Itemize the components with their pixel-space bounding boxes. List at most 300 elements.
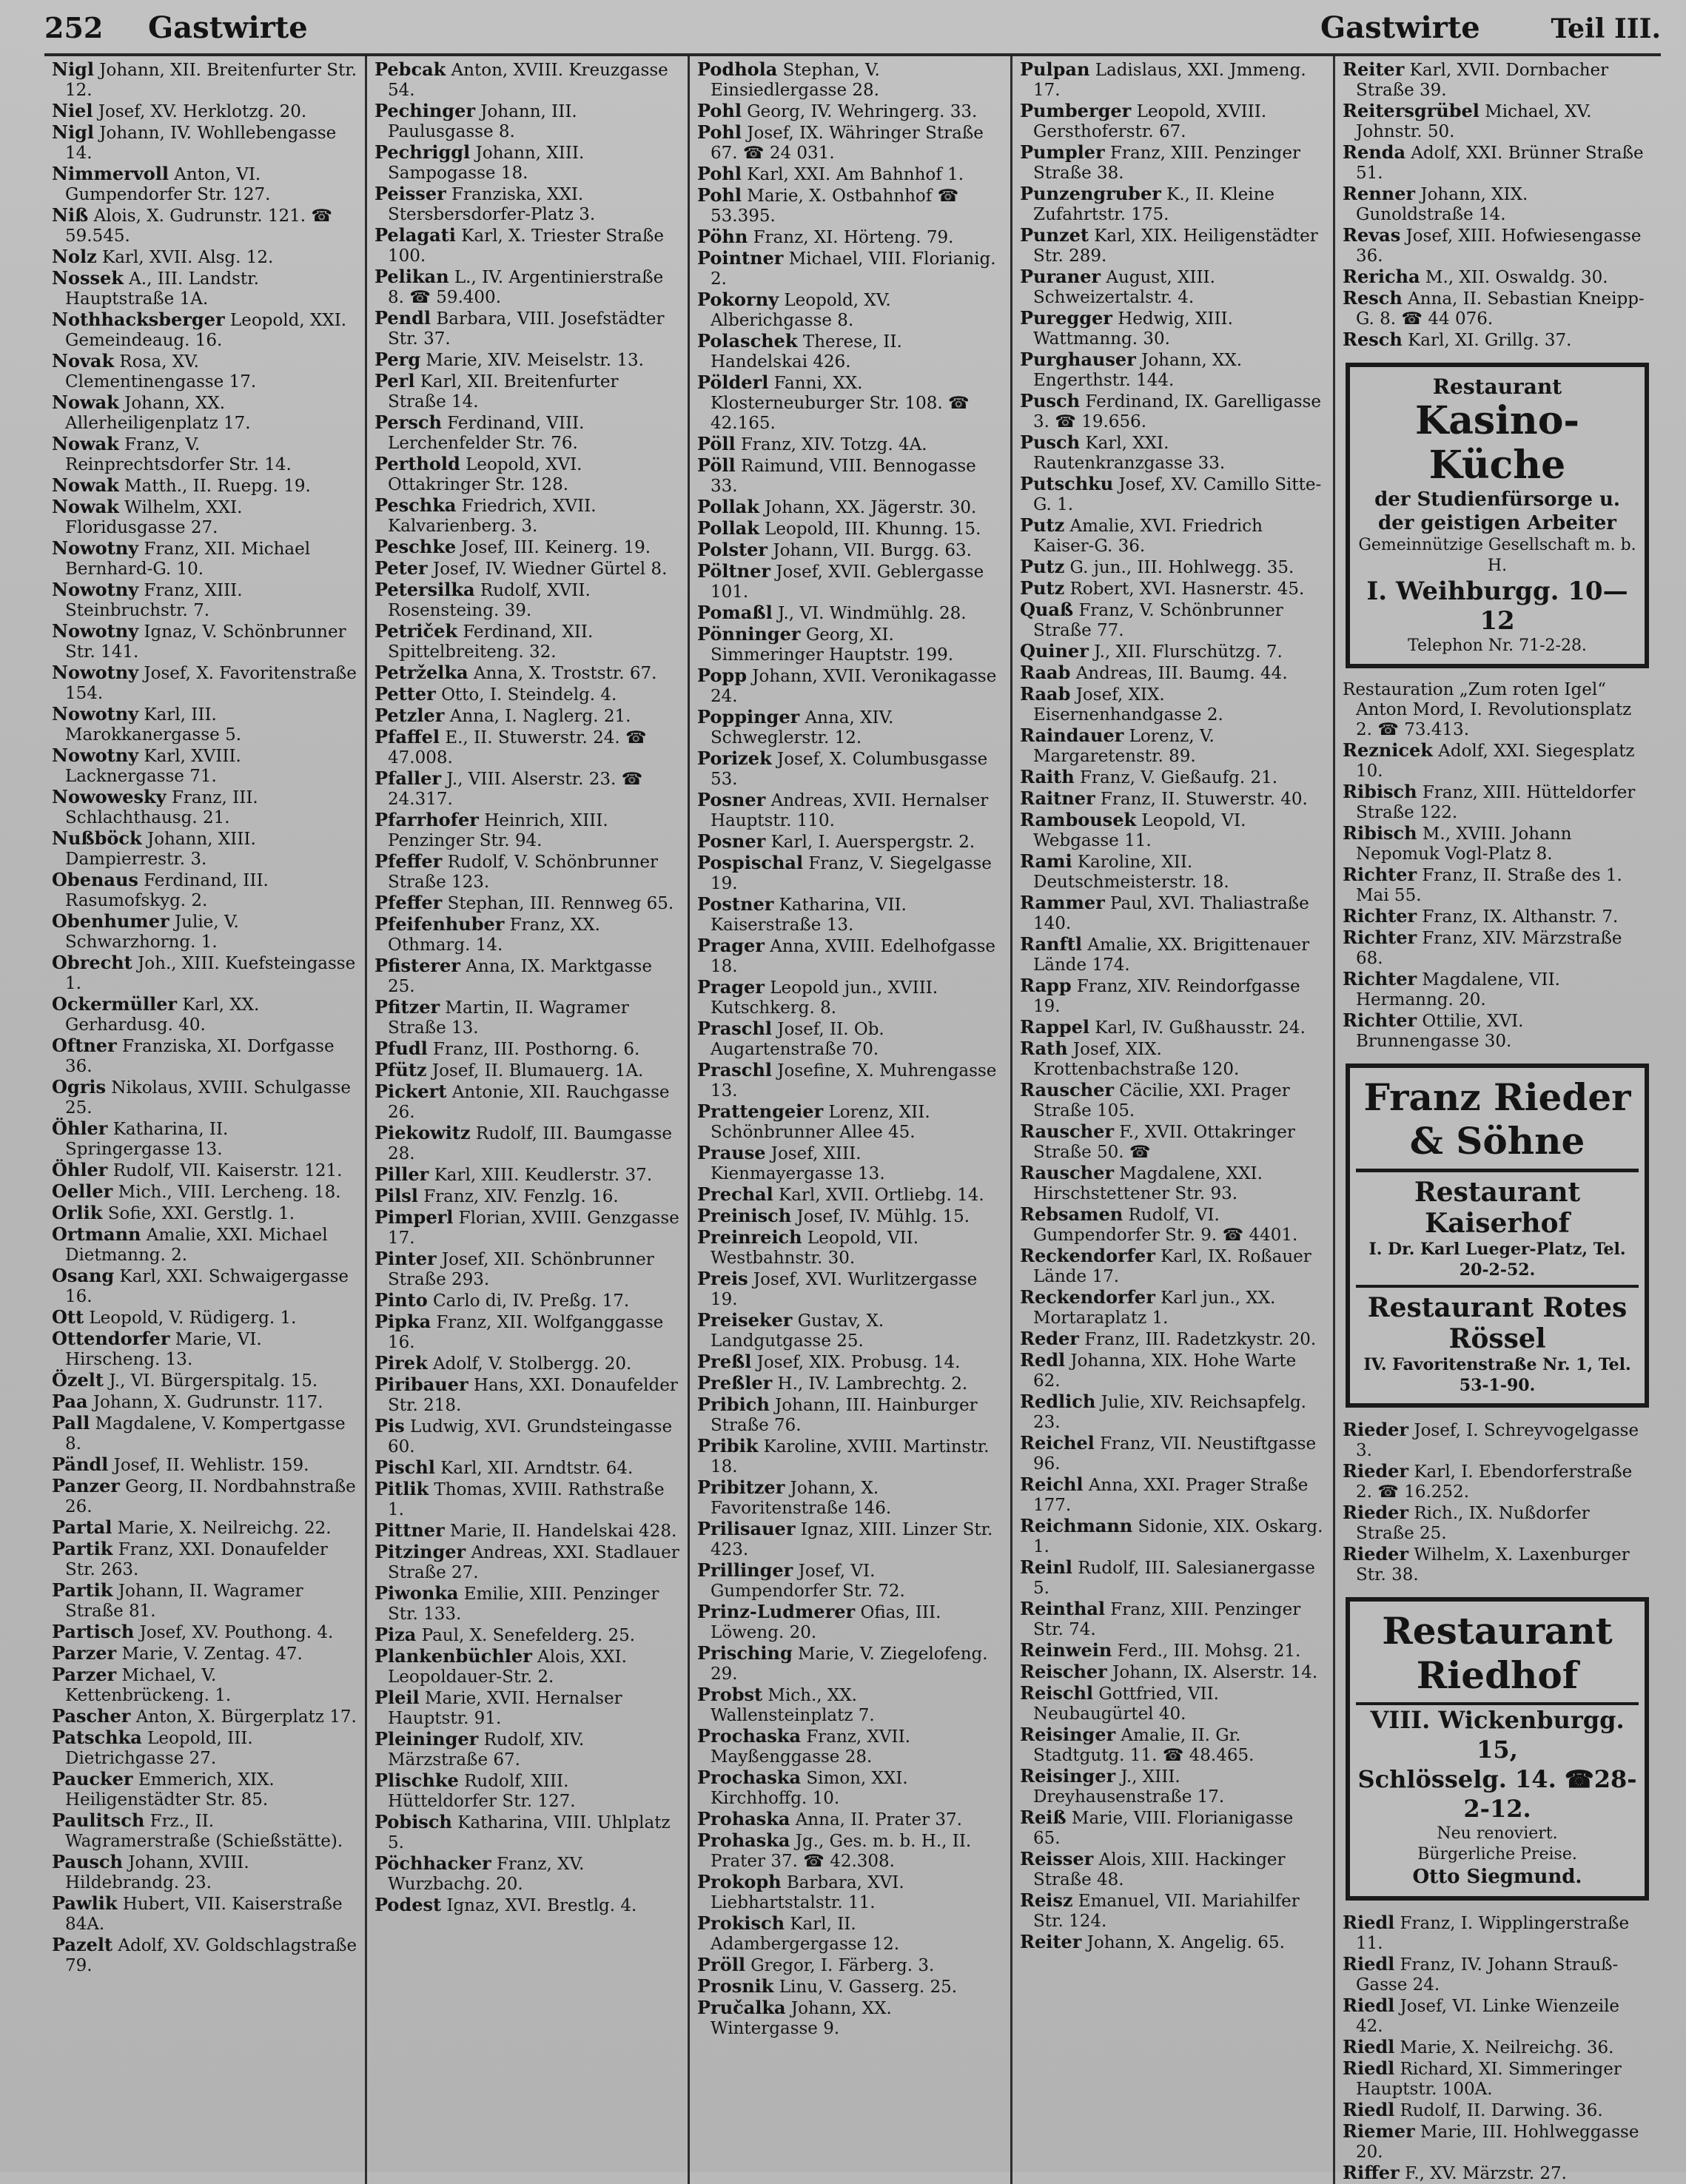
list-item — [375, 1290, 680, 1311]
ad-riedhof-note-1: Neu renoviert. — [1437, 1824, 1558, 1843]
entry-address: Georg, IV. Wehringerg. 33. — [741, 102, 978, 121]
entry-address: L., IV. Argentinierstraße 8. ☎ 59.400. — [388, 268, 664, 307]
entry-name: Pleil — [375, 1687, 420, 1708]
entry-address: Johann, IV. Wohllebengasse 14. — [65, 124, 337, 163]
entry-address: Stephan, V. Einsiedlergasse 28. — [711, 61, 880, 100]
list-item — [52, 1706, 357, 1727]
entry-address: August, XIII. Schweizertalstr. 4. — [1033, 268, 1215, 307]
entry-address: Johann, IX. Alserstr. 14. — [1106, 1663, 1318, 1682]
entry-address: Gottfried, VII. Neubaugürtel 40. — [1033, 1684, 1219, 1724]
entry-address: Josef, VI. Linke Wienzeile 42. — [1356, 1997, 1620, 2036]
list-item — [697, 1997, 1003, 2039]
entry-address: Anna, II. Prater 37. — [790, 1810, 962, 1829]
list-item — [697, 790, 1003, 831]
entry-name: Pomaßl — [697, 602, 773, 623]
list-item — [697, 707, 1003, 748]
entry-name: Punzengruber — [1020, 183, 1161, 204]
column-3 — [690, 56, 1012, 2184]
entry-address: Barbara, VIII. Josefstädter Str. 37. — [388, 309, 665, 349]
list-item — [1020, 1163, 1326, 1204]
ad-riedhof-title: Restaurant Riedhof — [1356, 1609, 1639, 1705]
entry-address: Ottilie, XVI. Brunnengasse 30. — [1356, 1012, 1524, 1051]
running-title-right: Gastwirte — [1320, 10, 1480, 45]
entry-name: Nigl — [52, 58, 94, 80]
list-item — [52, 1370, 357, 1391]
entry-name: Quaß — [1020, 599, 1074, 620]
entry-address: Rudolf, VII. Kaiserstr. 121. — [107, 1161, 343, 1180]
list-item — [1020, 1932, 1326, 1953]
list-item — [52, 1181, 357, 1203]
entry-name: Prohaska — [697, 1829, 790, 1851]
list-item — [375, 662, 680, 684]
entry-name: Peisser — [375, 183, 446, 204]
entry-address: Florian, XVIII. Genzgasse 17. — [388, 1209, 679, 1248]
list-item — [1020, 767, 1326, 788]
entry-address: Josef, IV. Mühlg. 15. — [791, 1207, 970, 1226]
list-item — [375, 1770, 680, 1812]
list-item — [1343, 969, 1650, 1010]
entry-name: Rammer — [1020, 892, 1105, 913]
list-item — [697, 1184, 1003, 1206]
entry-address: Karl, IV. Gußhausstr. 24. — [1089, 1018, 1306, 1038]
entry-name: Rericha — [1343, 266, 1420, 287]
entry-address: Franz, XX. Othmarg. 14. — [388, 915, 600, 955]
entry-name: Pollak — [697, 496, 759, 517]
entry-name: Obenaus — [52, 869, 138, 890]
entry-address: Gregor, I. Färberg. 3. — [745, 1956, 935, 1975]
entry-address: Ferdinand, III. Rasumofskyg. 2. — [65, 871, 269, 910]
list-item — [697, 497, 1003, 518]
entry-name: Pischl — [375, 1456, 435, 1478]
entry-name: Rieder — [1343, 1543, 1409, 1565]
entry-name: Oftner — [52, 1035, 117, 1056]
entry-address: Marie, V. Ziegelofeng. 29. — [711, 1644, 988, 1684]
entry-address: Karl, XXI. Schwaigergasse 16. — [65, 1267, 349, 1306]
entry-name: Plankenbüchler — [375, 1645, 532, 1667]
list-item — [52, 1203, 357, 1224]
list-item — [1020, 810, 1326, 851]
list-item — [52, 1160, 357, 1181]
list-item — [1020, 59, 1326, 101]
entry-name: Pohl — [697, 121, 742, 143]
entry-name: Pendl — [375, 307, 431, 329]
list-item — [697, 1872, 1003, 1913]
entry-address: Michael, XV. Johnstr. 50. — [1356, 102, 1592, 141]
list-item — [1020, 1038, 1326, 1080]
list-item — [697, 185, 1003, 226]
list-item — [697, 1373, 1003, 1394]
list-item — [375, 495, 680, 537]
list-item — [1020, 1017, 1326, 1038]
list-item — [697, 1310, 1003, 1351]
list-item — [52, 351, 357, 392]
entry-address: Josef, XVI. Wurlitzergasse 19. — [711, 1270, 978, 1309]
entry-address: Ignaz, V. Schönbrunner Str. 141. — [65, 622, 346, 662]
entry-address: Franz, III. Radetzkystr. 20. — [1078, 1330, 1317, 1349]
entry-name: Perg — [375, 349, 421, 370]
ad-kasino-title: Kasino-Küche — [1415, 398, 1579, 488]
entry-name: Pelagati — [375, 224, 456, 246]
entry-address: Franz, III. Schlachthausg. 21. — [65, 788, 258, 827]
entry-name: Richter — [1343, 927, 1417, 948]
entry-name: Prinz-Ludmerer — [697, 1601, 856, 1622]
list-item — [52, 1935, 357, 1976]
column-4 — [1012, 56, 1335, 2184]
list-item — [52, 497, 357, 538]
entry-name: Prilisauer — [697, 1518, 796, 1539]
list-item — [52, 1727, 357, 1769]
entry-address: Franz, XIV. Totzg. 4A. — [735, 435, 927, 454]
entry-address: Adolf, XV. Goldschlagstraße 79. — [65, 1936, 357, 1975]
entry-address: Magdalene, V. Kompertgasse 8. — [65, 1414, 346, 1454]
list-item — [52, 1517, 357, 1539]
entry-name: Nowotny — [52, 662, 139, 683]
entry-name: Posner — [697, 789, 766, 810]
entry-name: Riffer — [1343, 2162, 1400, 2183]
entry-address: Michael, V. Kettenbrückeng. 1. — [65, 1666, 232, 1705]
entry-name: Özelt — [52, 1369, 104, 1391]
entry-name: Pribich — [697, 1394, 770, 1415]
list-item — [1343, 1954, 1650, 1995]
entry-name: Pribitzer — [697, 1476, 785, 1498]
entry-name: Peter — [375, 557, 428, 579]
entry-name: Osang — [52, 1265, 115, 1286]
entry-name: Popp — [697, 665, 747, 686]
list-item — [697, 1436, 1003, 1477]
list-item — [375, 1812, 680, 1853]
ad-riedhof-owner: Otto Siegmund. — [1412, 1866, 1582, 1888]
list-item — [1343, 184, 1650, 225]
entry-address: Hans, XXI. Donaufelder Str. 218. — [388, 1376, 678, 1415]
entry-address: Karl, II. Adambergergasse 12. — [711, 1915, 900, 1954]
entry-name: Resch — [1343, 287, 1403, 309]
entry-address: Mich., XX. Wallensteinplatz 7. — [711, 1686, 875, 1725]
entry-address: Thomas, XVIII. Rathstraße 1. — [388, 1480, 665, 1519]
list-item — [52, 101, 357, 122]
list-item — [375, 558, 680, 579]
entry-address: F., XVII. Ottakringer Straße 50. ☎ — [1033, 1123, 1295, 1162]
entry-name: Puregger — [1020, 307, 1112, 329]
entry-address: Franz, III. Posthorng. 6. — [427, 1040, 640, 1059]
entry-name: Polster — [697, 539, 768, 560]
list-item — [1343, 2163, 1650, 2184]
list-item — [1343, 906, 1650, 927]
entry-name: Polaschek — [697, 330, 798, 352]
list-item — [375, 955, 680, 997]
entry-name: Patschka — [52, 1727, 142, 1748]
entry-address: Marie, X. Ostbahnhof ☎ 53.395. — [711, 187, 959, 226]
entry-address: Sidonie, XIX. Oskarg. 1. — [1033, 1517, 1323, 1556]
col5-top-list — [1343, 59, 1650, 351]
entry-address: Antonie, XII. Rauchgasse 26. — [388, 1083, 670, 1122]
ad-kasino-address: I. Weihburgg. 10—12 — [1366, 577, 1628, 636]
entry-address: Friedrich, XVII. Kalvarienberg. 3. — [388, 497, 597, 536]
entry-name: Obrecht — [52, 952, 132, 973]
entry-address: G. jun., III. Hohlwegg. 35. — [1064, 558, 1294, 577]
entry-address: Marie, VI. Hirscheng. 13. — [65, 1330, 262, 1369]
list-item — [375, 1416, 680, 1457]
list-item — [1020, 1121, 1326, 1163]
entry-name: Pfaffel — [375, 726, 440, 747]
entry-name: Rieder — [1343, 1460, 1409, 1482]
list-item — [52, 662, 357, 704]
entry-name: Ribisch — [1343, 781, 1417, 802]
list-item — [375, 225, 680, 266]
entry-address: Marie, III. Hohlweggasse 20. — [1356, 2123, 1639, 2162]
entry-name: Perl — [375, 370, 415, 392]
entry-name: Reichel — [1020, 1432, 1095, 1454]
entry-name: Paa — [52, 1391, 88, 1412]
list-item — [52, 268, 357, 309]
list-item — [375, 768, 680, 810]
list-item — [1343, 782, 1650, 823]
entry-name: Porizek — [697, 747, 772, 769]
entry-name: Ogris — [52, 1076, 106, 1098]
entry-address: Ferdinand, XII. Spittelbreiteng. 32. — [388, 622, 594, 662]
list-item — [1020, 474, 1326, 515]
ad-kasino-kueche — [1346, 363, 1649, 668]
list-item — [697, 540, 1003, 561]
entry-address: Lorenz, XII. Schönbrunner Allee 45. — [711, 1103, 930, 1142]
list-item — [375, 371, 680, 412]
entry-name: Pechriggl — [375, 141, 471, 163]
entry-address: J., VI. Windmühlg. 28. — [772, 604, 967, 623]
entry-name: Pöhn — [697, 226, 748, 247]
entry-address: Franz, XIII. Penzinger Str. 74. — [1033, 1600, 1301, 1639]
entry-name: Rapp — [1020, 975, 1072, 996]
entry-address: Rudolf, VI. Gumpendorfer Str. 9. ☎ 4401. — [1033, 1206, 1298, 1245]
list-item — [52, 1307, 357, 1328]
entry-address: Franz, XI. Hörteng. 79. — [748, 228, 954, 247]
list-item — [697, 122, 1003, 164]
ad-kasino-subtitle: der Studienfürsorge u. der geistigen Arbeiter — [1374, 488, 1620, 534]
ad-rieder-kaiserhof: Restaurant Kaiserhof — [1414, 1177, 1581, 1239]
list-item — [1020, 1246, 1326, 1287]
entry-name: Reitersgrübel — [1343, 100, 1480, 121]
entry-name: Redlich — [1020, 1391, 1096, 1412]
list-item — [1343, 1995, 1650, 2037]
entry-name: Pleininger — [375, 1728, 479, 1750]
entry-address: J., XIII. Dreyhausenstraße 17. — [1033, 1767, 1225, 1807]
entry-address: Franz, II. Straße des 1. Mai 55. — [1356, 866, 1622, 905]
list-item — [697, 1143, 1003, 1184]
entry-name: Piza — [375, 1624, 417, 1645]
list-item — [52, 538, 357, 579]
entry-name: Prosnik — [697, 1975, 774, 1997]
entry-name: Reiter — [1343, 58, 1405, 80]
entry-address: Josef, IX. Währinger Straße 67. ☎ 24 031. — [711, 124, 984, 163]
list-item — [52, 1476, 357, 1517]
list-item — [697, 289, 1003, 331]
list-item — [1020, 725, 1326, 767]
entry-address: Karl, X. Triester Straße 100. — [388, 226, 664, 266]
entry-name: Reischer — [1020, 1661, 1107, 1682]
entry-address: Josef, XV. Camillo Sitte-G. 1. — [1033, 475, 1322, 514]
entry-name: Rauscher — [1020, 1120, 1114, 1142]
list-item — [375, 266, 680, 308]
entry-address: Joh., XIII. Kuefsteingasse 1. — [65, 954, 356, 993]
list-item — [375, 1353, 680, 1374]
entry-address: Franz, XIV. Märzstraße 68. — [1356, 929, 1622, 968]
list-item — [1020, 1661, 1326, 1683]
entry-name: Rauscher — [1020, 1079, 1114, 1101]
entry-name: Reznicek — [1343, 739, 1433, 761]
entry-address: Karoline, XII. Deutschmeisterstr. 18. — [1033, 853, 1229, 892]
entry-address: Georg, II. Nordbahnstraße 26. — [65, 1477, 356, 1516]
list-item — [1020, 1640, 1326, 1661]
list-item — [697, 1976, 1003, 1997]
entry-name: Nowotny — [52, 703, 139, 725]
entry-name: Ribisch — [1343, 822, 1417, 844]
entry-name: Partik — [52, 1579, 113, 1601]
entry-address: Sofie, XXI. Gerstlg. 1. — [102, 1204, 295, 1223]
entry-name: Paucker — [52, 1768, 133, 1790]
list-item — [1020, 851, 1326, 893]
entry-address: F., XV. Märzstr. 27. — [1399, 2164, 1567, 2183]
list-item — [52, 911, 357, 952]
entry-address: Leopold, V. Rüdigerg. 1. — [84, 1308, 297, 1328]
entry-address: Amalie, XVI. Friedrich Kaiser-G. 36. — [1033, 517, 1263, 556]
ad-kasino-company: Gemeinnützige Gesellschaft m. b. H. — [1358, 536, 1636, 575]
entry-name: Pazelt — [52, 1934, 113, 1955]
list-item — [697, 1269, 1003, 1310]
list-item — [1020, 934, 1326, 975]
entry-name: Pobisch — [375, 1811, 452, 1832]
entry-address: Franz, V. Siegelgasse 19. — [711, 854, 992, 893]
entry-address: Katharina, VII. Kaiserstraße 13. — [711, 896, 907, 935]
entry-address: Josefine, X. Muhrengasse 13. — [711, 1061, 997, 1101]
list-item — [1343, 1461, 1650, 1502]
entry-name: Pall — [52, 1412, 90, 1434]
entry-address: Amalie, II. Gr. Stadtgutg. 11. ☎ 48.465. — [1033, 1726, 1255, 1765]
ad-franz-rieder — [1346, 1064, 1649, 1408]
entry-name: Rami — [1020, 850, 1072, 872]
entry-address: Emanuel, VII. Mariahilfer Str. 124. — [1033, 1892, 1300, 1931]
list-item — [697, 1684, 1003, 1726]
entry-address: Johann, III. Hainburger Straße 76. — [711, 1396, 978, 1435]
ad-riedhof-note-2: Bürgerliche Preise. — [1417, 1845, 1577, 1864]
list-item — [375, 621, 680, 662]
entry-name: Raindauer — [1020, 725, 1124, 746]
page-header — [44, 10, 1661, 56]
entry-name: Nowak — [52, 474, 119, 496]
entry-name: Riedl — [1343, 2036, 1395, 2057]
entry-name: Rebsamen — [1020, 1203, 1124, 1225]
entry-address: Paul, XVI. Thaliastraße 140. — [1033, 894, 1309, 933]
entry-address: Johann, X. Gudrunstr. 117. — [87, 1393, 323, 1412]
list-item — [1020, 1328, 1326, 1350]
list-item — [52, 787, 357, 828]
ad-riedhof-address-1: VIII. Wickenburgg. 15, — [1370, 1706, 1625, 1764]
list-item — [1343, 2037, 1650, 2058]
entry-name: Resch — [1343, 329, 1403, 350]
entry-name: Richter — [1343, 1009, 1417, 1031]
entry-address: Franz, XIV. Reindorfgasse 19. — [1033, 977, 1300, 1016]
list-item — [52, 59, 357, 101]
entry-address: Otto, I. Steindelg. 4. — [435, 685, 617, 705]
entry-name: Preiseker — [697, 1309, 793, 1331]
list-item — [375, 1186, 680, 1207]
entry-name: Preis — [697, 1268, 748, 1289]
entry-name: Prager — [697, 935, 765, 956]
entry-name: Pohl — [697, 163, 742, 184]
list-item — [1020, 391, 1326, 432]
entry-name: Pumberger — [1020, 100, 1132, 121]
ad-rieder-title: Franz Rieder & Söhne — [1356, 1075, 1639, 1172]
list-item — [375, 1060, 680, 1081]
list-item — [52, 1035, 357, 1077]
entry-address: Katharina, II. Springergasse 13. — [65, 1120, 229, 1159]
list-item — [52, 122, 357, 164]
entry-name: Pickert — [375, 1081, 447, 1102]
entry-name: Riemer — [1343, 2120, 1415, 2142]
list-item — [52, 1622, 357, 1643]
list-item — [375, 101, 680, 142]
entry-address: Johann, III. Paulusgasse 8. — [388, 102, 577, 141]
entry-name: Pipka — [375, 1311, 431, 1332]
entry-address: Johann, II. Wagramer Straße 81. — [65, 1582, 303, 1621]
entry-name: Nowotny — [52, 579, 139, 600]
list-item — [52, 1810, 357, 1852]
entry-name: Pinter — [375, 1248, 437, 1269]
list-item — [1020, 1391, 1326, 1433]
entry-address: Josef, XV. Pouthong. 4. — [134, 1623, 334, 1642]
entry-name: Petriček — [375, 620, 458, 642]
entry-name: Pollak — [697, 517, 759, 539]
entry-address: Marie, X. Neilreichg. 36. — [1394, 2038, 1614, 2057]
list-item — [1020, 662, 1326, 684]
entry-address: Josef, II. Blumauerg. 1A. — [426, 1061, 644, 1081]
entry-name: Pönninger — [697, 623, 801, 645]
list-item — [697, 1394, 1003, 1436]
entry-address: Jg., Ges. m. b. H., II. Prater 37. ☎ 42.308. — [711, 1832, 972, 1871]
list-item — [1020, 101, 1326, 142]
entry-address: Rudolf, XIII. Hütteldorfer Str. 127. — [388, 1772, 576, 1811]
entry-address: J., VI. Bürgerspitalg. 15. — [104, 1371, 318, 1391]
entry-address: Karl, XVII. Alsg. 12. — [96, 248, 274, 267]
list-item-restauration: Restauration „Zum roten Igel“ Anton Mord, I. Revolutionsplatz 2. ☎ 73.413. — [1343, 680, 1632, 739]
list-item — [375, 1164, 680, 1186]
entry-address: Michael, VIII. Florianig. 2. — [711, 249, 996, 289]
entry-address: Johann, XX. Wintergasse 9. — [711, 1999, 892, 2038]
entry-address: Leopold, XV. Alberichgasse 8. — [711, 291, 891, 330]
entry-name: Pručalka — [697, 1997, 786, 2018]
entry-name: Raith — [1020, 766, 1075, 787]
entry-address: Karl, XI. Grillg. 37. — [1402, 331, 1572, 350]
entry-address: Robert, XVI. Hasnerstr. 45. — [1064, 579, 1305, 599]
entry-address: Hubert, VII. Kaiserstraße 84A. — [65, 1895, 343, 1934]
entry-address: Lorenz, V. Margaretenstr. 89. — [1033, 727, 1215, 766]
list-item — [52, 1769, 357, 1810]
list-item — [1020, 1683, 1326, 1724]
entry-name: Prechal — [697, 1183, 773, 1205]
list-item — [375, 349, 680, 371]
list-item — [697, 248, 1003, 289]
list-item — [375, 684, 680, 705]
col5-riedl-list — [1343, 1912, 1650, 2184]
list-item — [52, 952, 357, 994]
list-item — [375, 810, 680, 851]
entry-address: Alois, XXI. Leopoldauer-Str. 2. — [388, 1647, 627, 1687]
list-item — [1020, 557, 1326, 578]
list-item — [697, 1351, 1003, 1373]
entry-name: Nimmervoll — [52, 163, 169, 184]
entry-name: Reisz — [1020, 1889, 1073, 1911]
entry-address: Katharina, VIII. Uhlplatz 5. — [388, 1813, 671, 1852]
entry-address: Josef, XIX. Krottenbachstraße 120. — [1033, 1040, 1240, 1079]
list-item — [697, 1830, 1003, 1872]
entry-address: Franz, IX. Althanstr. 7. — [1417, 907, 1619, 927]
